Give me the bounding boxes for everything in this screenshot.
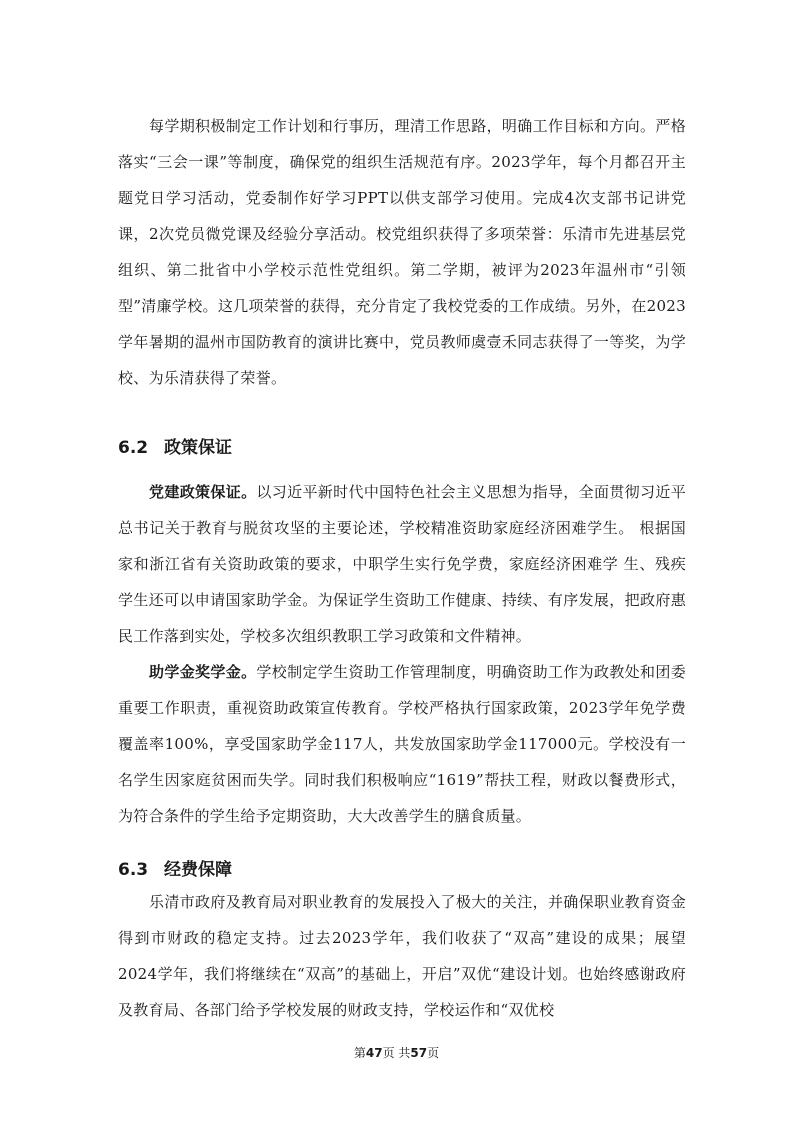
section-6-3-body [118,884,686,1028]
section-title: 经费保障 [164,860,232,880]
paragraph-scholarship [118,654,686,834]
section-number: 6.3 [118,860,149,880]
footer-current-page: 47 [365,1046,383,1060]
paragraph-funding: 乐清市政府及教育局对职业教育的发展投入了极大的关注，并确保职业教育资金得到市财政的稳定支持。过去2023学年，我们收获了“双高”建设的成果；展望2024学年，我们将继续在“双高”的基础上，开启”双优“建设计划。也始终感谢政府及教育局、各部门给予学校发展的财政支持，学校运作和“双优校 [118,893,686,1019]
paragraph-body: 以习近平新时代中国特色社会主义思想为指导，全面贯彻习近平总书记关于教育与脱贫攻坚的主要论述，学校精准资助家庭经济困难学生。 根据国家和浙江省有关资助政策的要求，中职学生实行免学费，家庭经济困难学 生、残疾学生还可以申请国家助学金。为保证学生资助工作健康、持续、有序发展，把政府惠民工作落到实处，学校多次组织教职工学习政策和文件精神。 [118,483,686,645]
section-6-3-heading [118,858,232,882]
page-footer [0,1045,793,1061]
section-number: 6.2 [118,438,149,458]
section-6-2-heading [118,436,232,460]
footer-total-pages: 57 [410,1046,428,1060]
section-title: 政策保证 [164,438,232,458]
section-6-2-body [118,474,686,834]
paragraph-lead: 助学金奖学金。 [149,663,257,681]
footer-prefix: 第 [353,1046,366,1060]
footer-suffix: 页 [427,1046,440,1060]
paragraph-lead: 党建政策保证。 [149,483,257,501]
section-6-1-tail [118,108,686,396]
footer-middle: 页 共 [382,1046,411,1060]
paragraph-policy-guarantee [118,474,686,654]
paragraph-party-work: 每学期积极制定工作计划和行事历，理清工作思路，明确工作目标和方向。严格落实“三会一课”等制度，确保党的组织生活规范有序。2023学年，每个月都召开主题党日学习活动，党委制作好学习PPT以供支部学习使用。完成4次支部书记讲党课，2次党员微党课及经验分享活动。校党组织获得了多项荣誉：乐清市先进基层党组织、第二批省中小学校示范性党组织。第二学期，被评为2023年温州市“引领型”清廉学校。这几项荣誉的获得，充分肯定了我校党委的工作成绩。另外，在2023学年暑期的温州市国防教育的演讲比赛中，党员教师虞壹禾同志获得了一等奖，为学校、为乐清获得了荣誉。 [118,117,686,387]
paragraph-body: 学校制定学生资助工作管理制度，明确资助工作为政教处和团委重要工作职责，重视资助政策宣传教育。学校严格执行国家政策，2023学年免学费覆盖率100%，享受国家助学金117人，共发放国家助学金117000元。学校没有一名学生因家庭贫困而失学。同时我们积极响应“1619”帮扶工程，财政以餐费形式，为符合条件的学生给予定期资助，大大改善学生的膳食质量。 [118,663,686,825]
